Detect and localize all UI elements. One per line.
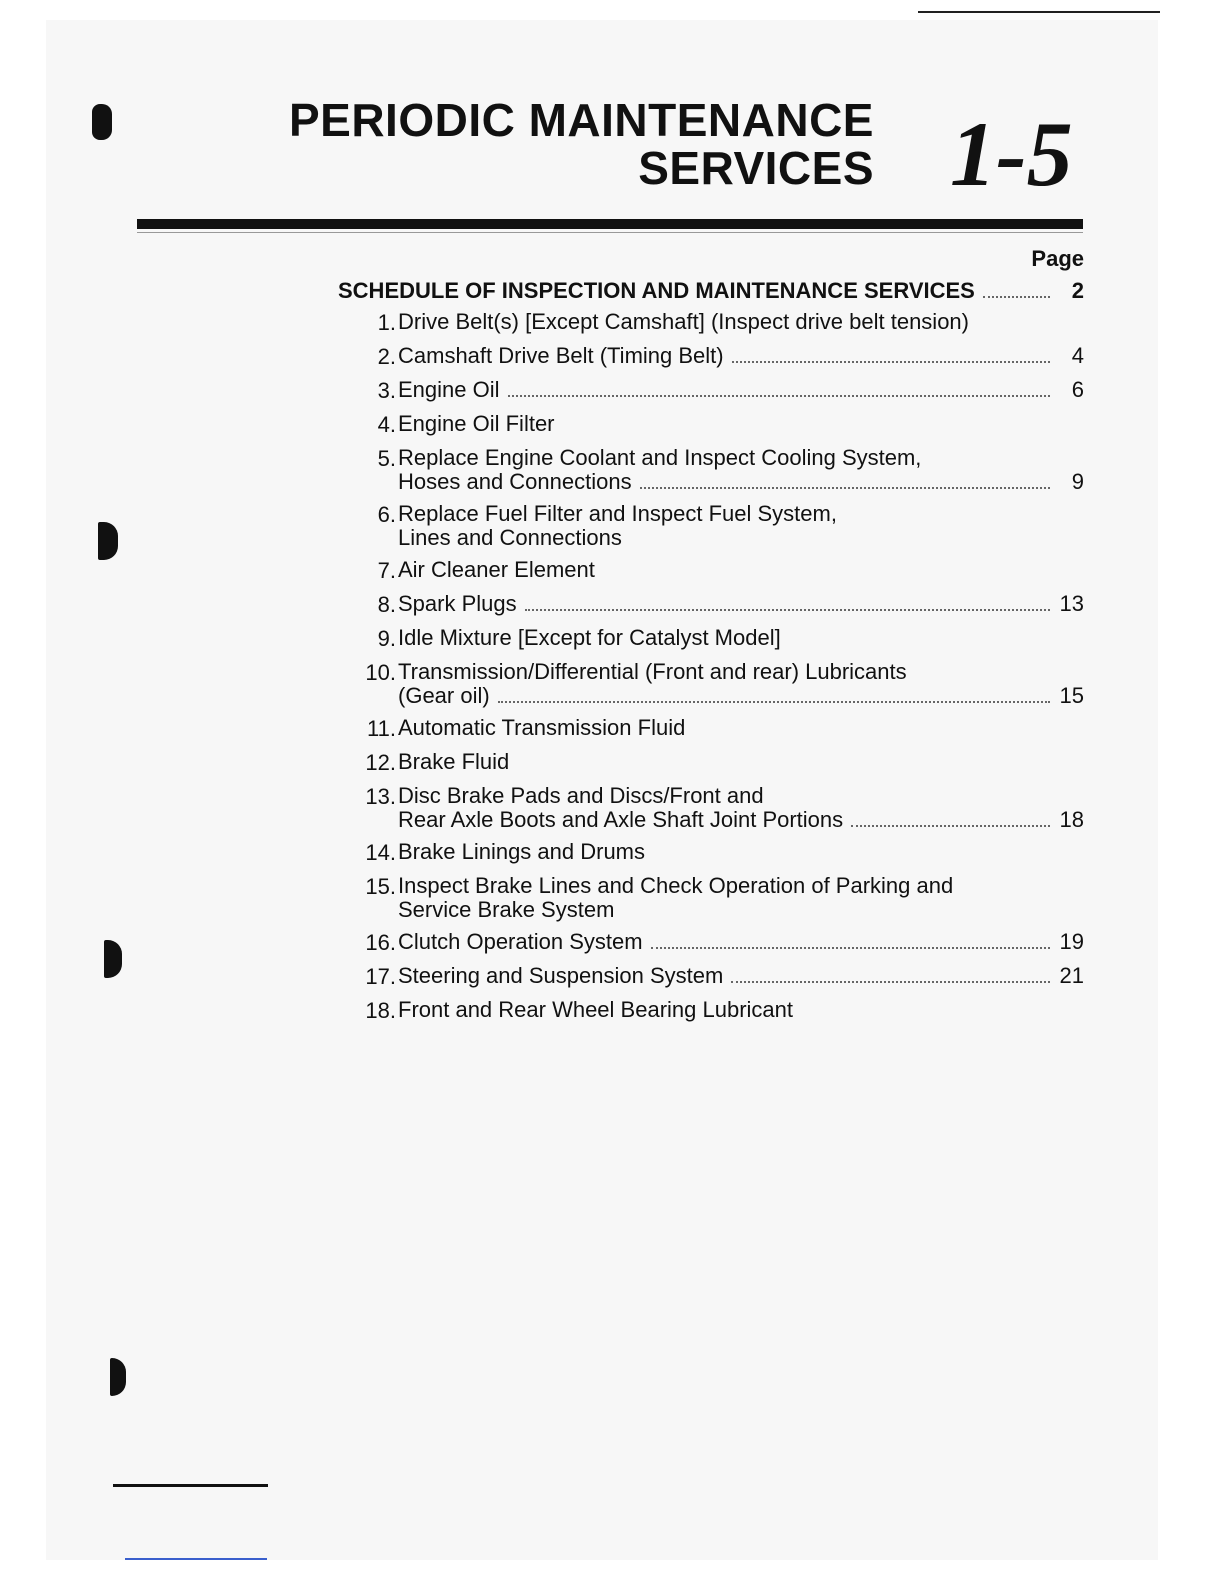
toc-entry-number: 12.: [365, 750, 396, 775]
toc-entry-body: [398, 750, 1084, 776]
toc-entry: [362, 660, 1084, 708]
dot-leader: [851, 824, 1050, 827]
toc-entry-text: Engine Oil: [398, 377, 500, 402]
toc-entry-number: 10.: [365, 660, 396, 685]
toc-entry-number: 15.: [365, 874, 396, 899]
toc-entry-line: [398, 808, 1084, 832]
chapter-number: 1-5: [950, 103, 1073, 205]
toc-entry-text: Camshaft Drive Belt (Timing Belt): [398, 343, 724, 368]
toc-entry-number: 9.: [377, 626, 396, 651]
page-title: [289, 96, 874, 192]
toc-entry-line: [398, 412, 1084, 436]
toc-entry-line: [398, 526, 1084, 550]
toc-entry-page: 13: [1059, 591, 1084, 616]
toc-entry-line: [398, 964, 1084, 988]
toc-entry-page: 18: [1059, 807, 1084, 832]
toc-entry-line: [398, 840, 1084, 864]
dot-leader: [983, 295, 1050, 298]
toc-section-heading: [338, 278, 1084, 304]
dot-leader: [732, 360, 1050, 363]
toc-entry-line: [398, 558, 1084, 582]
toc-entry-page: 9: [1071, 469, 1084, 494]
header-rule: [137, 219, 1083, 229]
toc-entry-line: [398, 784, 1084, 808]
page-column-heading: Page: [1031, 246, 1084, 271]
toc-entry: [362, 964, 1084, 990]
toc-entry-number: 1.: [377, 310, 396, 335]
toc-entry-number: 5.: [377, 446, 396, 471]
toc-entry-number: 16.: [365, 930, 396, 955]
toc-entry-text: Front and Rear Wheel Bearing Lubricant: [398, 997, 793, 1022]
toc-list: [362, 310, 1084, 1032]
toc-entry-line: [398, 874, 1084, 898]
toc-entry-number: 7.: [377, 558, 396, 583]
toc-entry-text: Clutch Operation System: [398, 929, 643, 954]
toc-entry-body: [398, 998, 1084, 1024]
title-line-2: SERVICES: [638, 142, 874, 194]
toc-entry-text: Hoses and Connections: [398, 469, 632, 494]
toc-entry-body: [398, 930, 1084, 956]
toc-entry-text: Transmission/Differential (Front and rear) Lubricants: [398, 659, 907, 684]
toc-entry-body: [398, 874, 1084, 922]
toc-entry-body: [398, 840, 1084, 866]
toc-entry: [362, 874, 1084, 922]
toc-entry-number: 2.: [377, 344, 396, 369]
toc-entry-text: Service Brake System: [398, 897, 615, 922]
toc-entry-number: 14.: [365, 840, 396, 865]
dot-leader: [498, 700, 1050, 703]
section-title: SCHEDULE OF INSPECTION AND MAINTENANCE SERVICES: [338, 278, 975, 303]
section-page: 2: [1071, 278, 1084, 303]
bottom-rule: [113, 1484, 268, 1487]
toc-entry-line: [398, 930, 1084, 954]
toc-entry-text: Rear Axle Boots and Axle Shaft Joint Portions: [398, 807, 844, 832]
toc-entry: [362, 716, 1084, 742]
toc-entry-line: [398, 344, 1084, 368]
footer-rule: [125, 1558, 267, 1560]
toc-entry-text: Replace Engine Coolant and Inspect Cooling System,: [398, 445, 922, 470]
toc-entry-line: [398, 310, 1084, 334]
toc-entry-body: [398, 660, 1084, 708]
toc-entry-number: 6.: [377, 502, 396, 527]
toc-entry-body: [398, 446, 1084, 494]
toc-entry-text: Engine Oil Filter: [398, 411, 555, 436]
toc-entry-page: 6: [1071, 377, 1084, 402]
toc-entry-line: [398, 626, 1084, 650]
toc-entry-number: 11.: [367, 716, 396, 741]
binder-mark: [92, 104, 112, 140]
toc-entry: [362, 310, 1084, 336]
dot-leader: [525, 608, 1050, 611]
toc-entry-text: Steering and Suspension System: [398, 963, 724, 988]
toc-entry-line: [398, 898, 1084, 922]
toc-entry-body: [398, 502, 1084, 550]
toc-entry-page: 4: [1071, 343, 1084, 368]
toc-entry-body: [398, 378, 1084, 404]
toc-entry-line: [398, 750, 1084, 774]
toc-entry-body: [398, 412, 1084, 438]
toc-entry-text: Disc Brake Pads and Discs/Front and: [398, 783, 764, 808]
toc-entry-text: Air Cleaner Element: [398, 557, 595, 582]
toc-entry-number: 18.: [365, 998, 396, 1023]
toc-entry: [362, 558, 1084, 584]
toc-entry-text: Spark Plugs: [398, 591, 517, 616]
toc-entry-page: 15: [1059, 683, 1084, 708]
dot-leader: [640, 486, 1050, 489]
dot-leader: [651, 946, 1050, 949]
toc-entry: [362, 840, 1084, 866]
toc-entry-line: [398, 470, 1084, 494]
toc-entry-text: Idle Mixture [Except for Catalyst Model]: [398, 625, 781, 650]
toc-entry: [362, 446, 1084, 494]
toc-entry: [362, 412, 1084, 438]
toc-entry-body: [398, 592, 1084, 618]
toc-entry-text: Automatic Transmission Fluid: [398, 715, 686, 740]
toc-entry-page: 21: [1059, 963, 1084, 988]
toc-entry-text: Drive Belt(s) [Except Camshaft] (Inspect drive belt tension): [398, 309, 969, 334]
binder-mark: [98, 522, 118, 560]
toc-entry: [362, 344, 1084, 370]
toc-entry-number: 4.: [377, 412, 396, 437]
toc-entry-text: Brake Linings and Drums: [398, 839, 646, 864]
toc-entry-body: [398, 310, 1084, 336]
toc-entry: [362, 626, 1084, 652]
toc-entry-body: [398, 964, 1084, 990]
toc-entry-line: [398, 998, 1084, 1022]
toc-entry-text: Replace Fuel Filter and Inspect Fuel System,: [398, 501, 837, 526]
toc-entry: [362, 378, 1084, 404]
title-line-1: PERIODIC MAINTENANCE: [288, 94, 874, 146]
toc-entry-body: [398, 626, 1084, 652]
dot-leader: [508, 394, 1050, 397]
top-rule: [918, 11, 1160, 13]
toc-entry-line: [398, 446, 1084, 470]
toc-entry-body: [398, 784, 1084, 832]
header-rule-thin: [137, 232, 1083, 233]
toc-entry-text: Lines and Connections: [398, 525, 622, 550]
toc-entry-line: [398, 502, 1084, 526]
toc-entry-number: 8.: [377, 592, 396, 617]
toc-entry-line: [398, 684, 1084, 708]
toc-entry: [362, 750, 1084, 776]
toc-entry-number: 3.: [377, 378, 396, 403]
toc-entry: [362, 784, 1084, 832]
toc-entry-page: 19: [1059, 929, 1084, 954]
toc-entry-number: 13.: [365, 784, 396, 809]
toc-entry-body: [398, 344, 1084, 370]
toc-entry-line: [398, 716, 1084, 740]
toc-entry: [362, 592, 1084, 618]
toc-entry: [362, 930, 1084, 956]
toc-entry-line: [398, 592, 1084, 616]
toc-entry: [362, 998, 1084, 1024]
toc-entry-number: 17.: [365, 964, 396, 989]
toc-entry-body: [398, 716, 1084, 742]
toc-entry-text: (Gear oil): [398, 683, 490, 708]
toc-entry: [362, 502, 1084, 550]
toc-entry-line: [398, 378, 1084, 402]
dot-leader: [731, 980, 1050, 983]
toc-entry-body: [398, 558, 1084, 584]
toc-entry-line: [398, 660, 1084, 684]
toc-entry-text: Brake Fluid: [398, 749, 510, 774]
toc-entry-text: Inspect Brake Lines and Check Operation of Parking and: [398, 873, 954, 898]
